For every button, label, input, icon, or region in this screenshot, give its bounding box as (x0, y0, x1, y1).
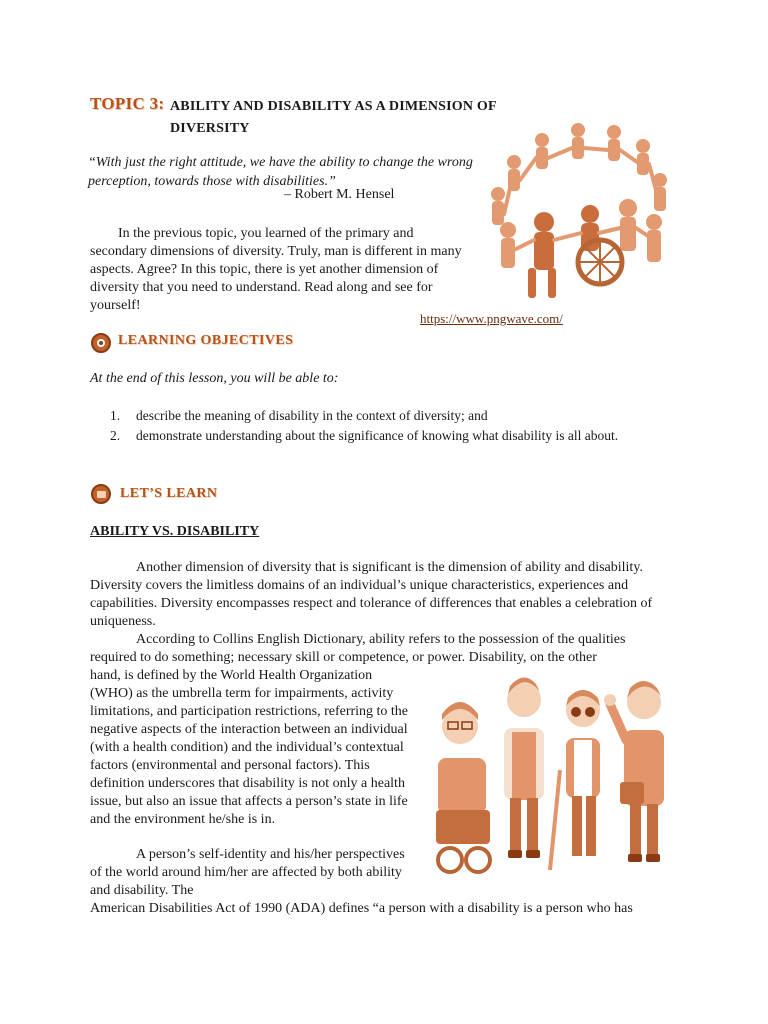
objectives-list (110, 406, 710, 446)
paragraph-text: American Disabilities Act of 1990 (ADA) defines “a person with a disability is a person who has (90, 901, 633, 916)
intro-paragraph (90, 225, 470, 315)
topic-label: TOPIC 3: (90, 94, 165, 113)
list-item (110, 426, 710, 446)
paragraph-text: A person’s self-identity and his/her perspectives of the world around him/her are affected by both ability and disability. The (90, 847, 405, 898)
target-icon (91, 333, 111, 353)
paragraph-3 (90, 846, 410, 900)
lets-learn-heading: LET’S LEARN (120, 486, 218, 501)
image-credit-link[interactable]: https://www.pngwave.com/ (420, 311, 563, 326)
list-item (110, 406, 710, 426)
objectives-lead: At the end of this lesson, you will be able to: (90, 371, 339, 386)
paragraph-2 (90, 631, 665, 667)
list-text: describe the meaning of disability in the context of diversity; and (136, 408, 488, 423)
list-number: 2. (110, 428, 121, 443)
topic-title: ABILITY AND DISABILITY AS A DIMENSION OF DIVERSITY (170, 99, 497, 136)
intro-text: In the previous topic, you learned of the primary and secondary dimensions of diversity. Truly, man is different in many aspects. Agree? In this topic, there is yet another dimension of diversity that you need to understand. Read along and see for yourself! (90, 226, 462, 313)
learning-objectives-heading: LEARNING OBJECTIVES (118, 333, 294, 348)
paragraph-2-continued (90, 667, 410, 829)
people-with-disabilities-illustration (424, 670, 684, 880)
paragraph-text: hand, is defined by the World Health Organization (WHO) as the umbrella term for impairments, activity limitations, and participation restrictions, referring to the negative aspects of the interaction between an individual (with a health condition) and the individual’s contextual factors (environmental and personal factors). This definition underscores that disability is not only a health issue, but also an issue that affects a person’s state in life and the environment he/she is in. (90, 668, 409, 827)
list-text: demonstrate understanding about the significance of knowing what disability is all about. (136, 428, 619, 443)
quote-author: – Robert M. Hensel (284, 187, 395, 202)
circle-of-people-illustration (478, 118, 678, 308)
paragraph-3-continued (90, 900, 665, 918)
subheading-ability-vs-disability: ABILITY VS. DISABILITY (90, 524, 260, 539)
paragraph-text: According to Collins English Dictionary, ability refers to the possession of the qualities required to do something; necessary skill or competence, or power. Disability, on the other (90, 632, 626, 665)
quote-text: “With just the right attitude, we have the ability to change the wrong perception, towards those with disabilities.” (88, 155, 473, 189)
paragraph-1 (90, 559, 665, 631)
list-number: 1. (110, 408, 121, 423)
book-icon (91, 484, 111, 504)
paragraph-text: Another dimension of diversity that is significant is the dimension of ability and disability. Diversity covers the limitless domains of an individual’s unique characteristics, experiences and capabilities. Diversity encompasses respect and tolerance of differences that enables a celebration of uniqueness. (90, 560, 653, 629)
